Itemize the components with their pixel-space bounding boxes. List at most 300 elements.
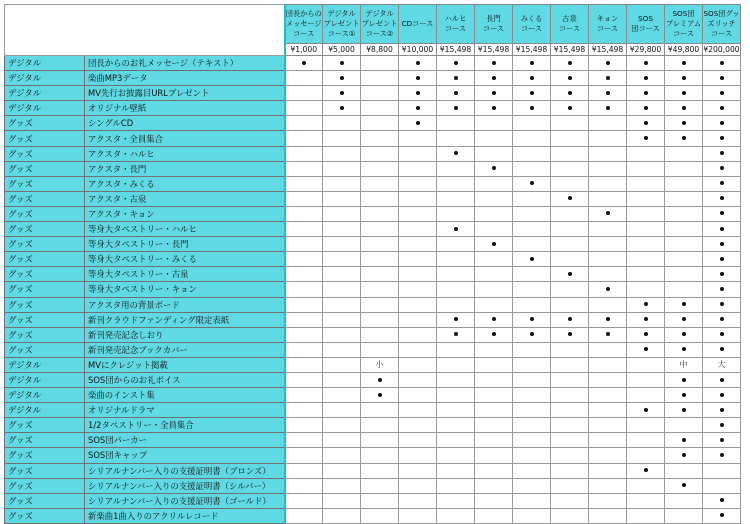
table-row xyxy=(5,357,741,372)
inclusion-cell xyxy=(551,282,589,297)
included-dot-icon xyxy=(530,317,534,321)
included-dot-icon xyxy=(720,166,724,170)
inclusion-cell xyxy=(665,176,703,191)
inclusion-cell xyxy=(627,131,665,146)
inclusion-cell xyxy=(513,448,551,463)
included-dot-icon xyxy=(682,393,686,397)
inclusion-cell xyxy=(551,191,589,206)
reward-item-cell: シングルCD xyxy=(85,116,285,131)
inclusion-cell xyxy=(399,146,437,161)
inclusion-cell xyxy=(589,312,627,327)
inclusion-cell xyxy=(437,252,475,267)
inclusion-cell xyxy=(627,252,665,267)
inclusion-cell xyxy=(551,131,589,146)
inclusion-cell xyxy=(437,282,475,297)
inclusion-cell xyxy=(475,282,513,297)
inclusion-cell xyxy=(703,508,741,523)
included-dot-icon xyxy=(720,151,724,155)
included-dot-icon xyxy=(720,181,724,185)
included-dot-icon xyxy=(682,332,686,336)
inclusion-cell xyxy=(475,508,513,523)
inclusion-cell xyxy=(513,206,551,221)
included-dot-icon xyxy=(720,453,724,457)
inclusion-cell xyxy=(627,222,665,237)
inclusion-cell xyxy=(551,493,589,508)
inclusion-cell xyxy=(627,206,665,221)
inclusion-cell xyxy=(323,297,361,312)
inclusion-cell xyxy=(361,403,399,418)
included-dot-icon xyxy=(720,347,724,351)
inclusion-cell xyxy=(437,222,475,237)
included-dot-icon xyxy=(644,61,648,65)
inclusion-cell xyxy=(627,146,665,161)
inclusion-cell xyxy=(475,206,513,221)
category-cell: グッズ xyxy=(5,206,85,221)
course-header-line: 古泉 xyxy=(562,14,577,23)
inclusion-cell xyxy=(399,101,437,116)
inclusion-cell xyxy=(285,448,323,463)
inclusion-cell xyxy=(399,237,437,252)
included-dot-icon xyxy=(682,106,686,110)
inclusion-cell xyxy=(589,131,627,146)
inclusion-cell xyxy=(551,433,589,448)
inclusion-cell xyxy=(551,237,589,252)
course-header xyxy=(361,5,399,44)
inclusion-cell xyxy=(285,357,323,372)
reward-item-cell: アクスタ・長門 xyxy=(85,161,285,176)
inclusion-cell xyxy=(589,161,627,176)
category-cell: グッズ xyxy=(5,508,85,523)
inclusion-cell xyxy=(589,448,627,463)
inclusion-cell xyxy=(361,116,399,131)
inclusion-cell xyxy=(665,206,703,221)
inclusion-cell xyxy=(627,176,665,191)
inclusion-cell xyxy=(437,312,475,327)
course-price: ¥5,000 xyxy=(323,44,361,56)
inclusion-cell xyxy=(627,433,665,448)
inclusion-cell xyxy=(475,493,513,508)
reward-item-cell: アクスタ・古泉 xyxy=(85,191,285,206)
reward-item-cell: 新刊発売記念しおり xyxy=(85,327,285,342)
inclusion-cell xyxy=(323,176,361,191)
inclusion-cell xyxy=(475,116,513,131)
inclusion-cell xyxy=(703,493,741,508)
inclusion-cell xyxy=(513,146,551,161)
included-dot-icon xyxy=(606,76,610,80)
inclusion-cell xyxy=(323,388,361,403)
category-cell: グッズ xyxy=(5,267,85,282)
inclusion-cell xyxy=(703,176,741,191)
inclusion-cell xyxy=(665,116,703,131)
category-cell: デジタル xyxy=(5,357,85,372)
course-header-line: コース xyxy=(596,24,619,33)
inclusion-cell xyxy=(703,448,741,463)
included-dot-icon xyxy=(530,91,534,95)
inclusion-cell xyxy=(551,86,589,101)
inclusion-cell xyxy=(437,161,475,176)
table-row xyxy=(5,131,741,146)
inclusion-cell xyxy=(361,267,399,282)
inclusion-cell xyxy=(627,161,665,176)
credit-size-label: 中 xyxy=(679,359,688,369)
inclusion-cell xyxy=(399,433,437,448)
table-row xyxy=(5,282,741,297)
included-dot-icon xyxy=(416,91,420,95)
inclusion-cell xyxy=(475,267,513,282)
inclusion-cell xyxy=(551,478,589,493)
course-price: ¥10,000 xyxy=(399,44,437,56)
reward-item-cell: 等身大タペストリー・みくる xyxy=(85,252,285,267)
inclusion-cell xyxy=(475,222,513,237)
inclusion-cell xyxy=(361,191,399,206)
inclusion-cell xyxy=(361,463,399,478)
included-dot-icon xyxy=(340,76,344,80)
inclusion-cell xyxy=(513,372,551,387)
table-row xyxy=(5,463,741,478)
inclusion-cell xyxy=(399,478,437,493)
included-dot-icon xyxy=(492,106,496,110)
reward-item-cell: アクスタ用の背景ボード xyxy=(85,297,285,312)
inclusion-cell xyxy=(513,282,551,297)
course-header-line: プレゼント xyxy=(323,19,360,28)
inclusion-cell xyxy=(285,297,323,312)
inclusion-cell xyxy=(437,56,475,71)
category-cell: グッズ xyxy=(5,146,85,161)
reward-item-cell: 楽曲のインスト集 xyxy=(85,388,285,403)
inclusion-cell xyxy=(285,463,323,478)
inclusion-cell xyxy=(437,388,475,403)
included-dot-icon xyxy=(568,76,572,80)
included-dot-icon xyxy=(720,242,724,246)
inclusion-cell xyxy=(475,342,513,357)
inclusion-cell xyxy=(551,342,589,357)
inclusion-cell xyxy=(437,131,475,146)
inclusion-cell xyxy=(361,161,399,176)
inclusion-cell xyxy=(437,327,475,342)
included-dot-icon xyxy=(720,76,724,80)
included-dot-icon xyxy=(644,106,648,110)
included-dot-icon xyxy=(530,257,534,261)
table-row xyxy=(5,448,741,463)
inclusion-cell xyxy=(475,71,513,86)
course-comparison-table xyxy=(4,4,741,524)
inclusion-cell xyxy=(589,116,627,131)
inclusion-cell xyxy=(285,282,323,297)
inclusion-cell xyxy=(285,222,323,237)
inclusion-cell xyxy=(361,252,399,267)
inclusion-cell xyxy=(361,56,399,71)
included-dot-icon xyxy=(682,483,686,487)
inclusion-cell xyxy=(703,86,741,101)
inclusion-cell xyxy=(627,116,665,131)
reward-item-cell: 等身大タペストリー・ハルヒ xyxy=(85,222,285,237)
inclusion-cell xyxy=(513,161,551,176)
category-cell: グッズ xyxy=(5,433,85,448)
course-price: ¥15,498 xyxy=(589,44,627,56)
inclusion-cell xyxy=(475,403,513,418)
included-dot-icon xyxy=(682,302,686,306)
included-dot-icon xyxy=(606,211,610,215)
course-price: ¥200,000 xyxy=(703,45,740,54)
inclusion-cell xyxy=(437,176,475,191)
included-dot-icon xyxy=(682,317,686,321)
inclusion-cell xyxy=(589,237,627,252)
inclusion-cell xyxy=(285,116,323,131)
inclusion-cell xyxy=(627,357,665,372)
course-header-line: SOS団グッ xyxy=(703,9,740,18)
inclusion-cell xyxy=(589,372,627,387)
inclusion-cell xyxy=(665,71,703,86)
reward-item-cell: シリアルナンバー入りの支援証明書（ゴールド） xyxy=(85,493,285,508)
inclusion-cell xyxy=(589,433,627,448)
inclusion-cell xyxy=(399,508,437,523)
inclusion-cell xyxy=(589,252,627,267)
inclusion-cell xyxy=(437,508,475,523)
inclusion-cell xyxy=(703,131,741,146)
inclusion-cell xyxy=(703,206,741,221)
inclusion-cell xyxy=(665,508,703,523)
included-dot-icon xyxy=(568,61,572,65)
inclusion-cell xyxy=(323,327,361,342)
inclusion-cell xyxy=(513,463,551,478)
inclusion-cell xyxy=(437,342,475,357)
course-header-line: コース xyxy=(672,29,695,38)
inclusion-cell xyxy=(513,191,551,206)
course-header-line: メッセージ xyxy=(285,19,322,28)
inclusion-cell xyxy=(437,433,475,448)
course-header xyxy=(703,5,741,44)
course-header-line: デジタル xyxy=(327,9,356,18)
included-dot-icon xyxy=(530,61,534,65)
inclusion-cell xyxy=(323,252,361,267)
reward-item-cell: 等身大タペストリー・キョン xyxy=(85,282,285,297)
inclusion-cell xyxy=(361,131,399,146)
inclusion-cell xyxy=(665,146,703,161)
inclusion-cell xyxy=(475,297,513,312)
inclusion-cell xyxy=(703,403,741,418)
included-dot-icon xyxy=(720,438,724,442)
inclusion-cell xyxy=(475,131,513,146)
inclusion-cell xyxy=(285,237,323,252)
inclusion-cell xyxy=(551,463,589,478)
inclusion-cell xyxy=(627,297,665,312)
included-dot-icon xyxy=(606,61,610,65)
inclusion-cell xyxy=(627,267,665,282)
inclusion-cell xyxy=(703,252,741,267)
course-header-line: SOS xyxy=(638,14,653,23)
included-dot-icon xyxy=(720,302,724,306)
inclusion-cell xyxy=(589,222,627,237)
inclusion-cell xyxy=(285,191,323,206)
inclusion-cell xyxy=(589,418,627,433)
inclusion-cell xyxy=(513,86,551,101)
inclusion-cell xyxy=(513,433,551,448)
course-header xyxy=(437,5,475,44)
inclusion-cell xyxy=(437,418,475,433)
included-dot-icon xyxy=(682,408,686,412)
included-dot-icon xyxy=(416,61,420,65)
inclusion-cell xyxy=(399,267,437,282)
inclusion-cell xyxy=(475,252,513,267)
inclusion-cell xyxy=(589,357,627,372)
course-header-line: コース xyxy=(520,24,543,33)
category-cell: デジタル xyxy=(5,71,85,86)
included-dot-icon xyxy=(644,302,648,306)
inclusion-cell xyxy=(285,56,323,71)
inclusion-cell xyxy=(399,327,437,342)
inclusion-cell xyxy=(285,176,323,191)
inclusion-cell xyxy=(665,388,703,403)
inclusion-cell xyxy=(551,161,589,176)
included-dot-icon xyxy=(492,91,496,95)
inclusion-cell xyxy=(475,448,513,463)
inclusion-cell xyxy=(437,372,475,387)
included-dot-icon xyxy=(644,76,648,80)
inclusion-cell xyxy=(323,86,361,101)
inclusion-cell xyxy=(589,206,627,221)
included-dot-icon xyxy=(606,106,610,110)
included-dot-icon xyxy=(340,106,344,110)
table-row xyxy=(5,433,741,448)
reward-item-cell: 団長からのお礼メッセージ（テキスト） xyxy=(85,56,285,71)
inclusion-cell xyxy=(361,101,399,116)
inclusion-cell xyxy=(399,191,437,206)
inclusion-cell xyxy=(703,267,741,282)
inclusion-cell xyxy=(589,403,627,418)
inclusion-cell xyxy=(399,56,437,71)
course-header xyxy=(399,5,437,44)
inclusion-cell xyxy=(665,493,703,508)
inclusion-cell xyxy=(475,372,513,387)
inclusion-cell xyxy=(513,478,551,493)
inclusion-cell xyxy=(323,161,361,176)
category-cell: グッズ xyxy=(5,312,85,327)
inclusion-cell xyxy=(399,342,437,357)
included-dot-icon xyxy=(492,76,496,80)
inclusion-cell xyxy=(589,101,627,116)
inclusion-cell xyxy=(361,146,399,161)
category-cell: グッズ xyxy=(5,418,85,433)
inclusion-cell xyxy=(285,267,323,282)
course-header-line: 長門 xyxy=(486,14,501,23)
inclusion-cell xyxy=(285,508,323,523)
inclusion-cell xyxy=(437,71,475,86)
inclusion-cell xyxy=(323,191,361,206)
included-dot-icon xyxy=(492,61,496,65)
inclusion-cell xyxy=(703,463,741,478)
inclusion-cell xyxy=(475,237,513,252)
course-header-line: ハルヒ xyxy=(444,14,467,23)
course-header-line: コース xyxy=(558,24,581,33)
included-dot-icon xyxy=(720,272,724,276)
category-cell: デジタル xyxy=(5,86,85,101)
inclusion-cell xyxy=(437,448,475,463)
inclusion-cell xyxy=(399,372,437,387)
included-dot-icon xyxy=(720,211,724,215)
credit-size-label: 大 xyxy=(717,359,726,369)
course-header xyxy=(627,5,665,44)
inclusion-cell xyxy=(513,418,551,433)
course-header-line: SOS団 xyxy=(672,9,695,18)
table-row xyxy=(5,222,741,237)
included-dot-icon xyxy=(644,136,648,140)
table-row xyxy=(5,206,741,221)
inclusion-cell xyxy=(323,418,361,433)
inclusion-cell xyxy=(437,146,475,161)
included-dot-icon xyxy=(682,91,686,95)
inclusion-cell xyxy=(589,342,627,357)
inclusion-cell xyxy=(589,71,627,86)
reward-item-cell: SOS団からのお礼ボイス xyxy=(85,372,285,387)
table-row xyxy=(5,267,741,282)
included-dot-icon xyxy=(682,453,686,457)
table-row xyxy=(5,297,741,312)
included-dot-icon xyxy=(454,106,458,110)
inclusion-cell xyxy=(285,252,323,267)
inclusion-cell xyxy=(399,176,437,191)
included-dot-icon xyxy=(720,423,724,427)
included-dot-icon xyxy=(568,317,572,321)
inclusion-cell xyxy=(361,206,399,221)
course-header-line: コース xyxy=(444,24,467,33)
inclusion-cell xyxy=(361,86,399,101)
category-cell: グッズ xyxy=(5,342,85,357)
included-dot-icon xyxy=(492,317,496,321)
inclusion-cell xyxy=(323,267,361,282)
inclusion-cell xyxy=(361,342,399,357)
inclusion-cell xyxy=(361,357,399,372)
inclusion-cell xyxy=(703,282,741,297)
inclusion-cell xyxy=(399,282,437,297)
included-dot-icon xyxy=(720,61,724,65)
inclusion-cell xyxy=(399,297,437,312)
included-dot-icon xyxy=(454,91,458,95)
reward-item-cell: シリアルナンバー入りの支援証明書（ブロンズ） xyxy=(85,463,285,478)
inclusion-cell xyxy=(627,372,665,387)
inclusion-cell xyxy=(285,312,323,327)
table-row xyxy=(5,237,741,252)
category-cell: グッズ xyxy=(5,116,85,131)
table-row xyxy=(5,176,741,191)
inclusion-cell xyxy=(589,282,627,297)
included-dot-icon xyxy=(720,317,724,321)
inclusion-cell xyxy=(627,342,665,357)
inclusion-cell xyxy=(475,478,513,493)
course-header-line: ズリッチ xyxy=(707,19,736,28)
reward-item-cell: アクスタ・ハルヒ xyxy=(85,146,285,161)
inclusion-cell xyxy=(361,508,399,523)
table-row xyxy=(5,146,741,161)
inclusion-cell xyxy=(361,327,399,342)
inclusion-cell xyxy=(627,448,665,463)
included-dot-icon xyxy=(720,378,724,382)
course-header xyxy=(589,5,627,44)
included-dot-icon xyxy=(644,91,648,95)
included-dot-icon xyxy=(492,166,496,170)
inclusion-cell xyxy=(285,388,323,403)
inclusion-cell xyxy=(703,222,741,237)
course-header-line: CDコース xyxy=(401,19,434,28)
included-dot-icon xyxy=(720,332,724,336)
inclusion-cell xyxy=(399,206,437,221)
inclusion-cell xyxy=(437,297,475,312)
inclusion-cell xyxy=(703,161,741,176)
inclusion-cell xyxy=(399,161,437,176)
inclusion-cell xyxy=(285,327,323,342)
table-row xyxy=(5,418,741,433)
inclusion-cell xyxy=(437,86,475,101)
inclusion-cell xyxy=(475,357,513,372)
